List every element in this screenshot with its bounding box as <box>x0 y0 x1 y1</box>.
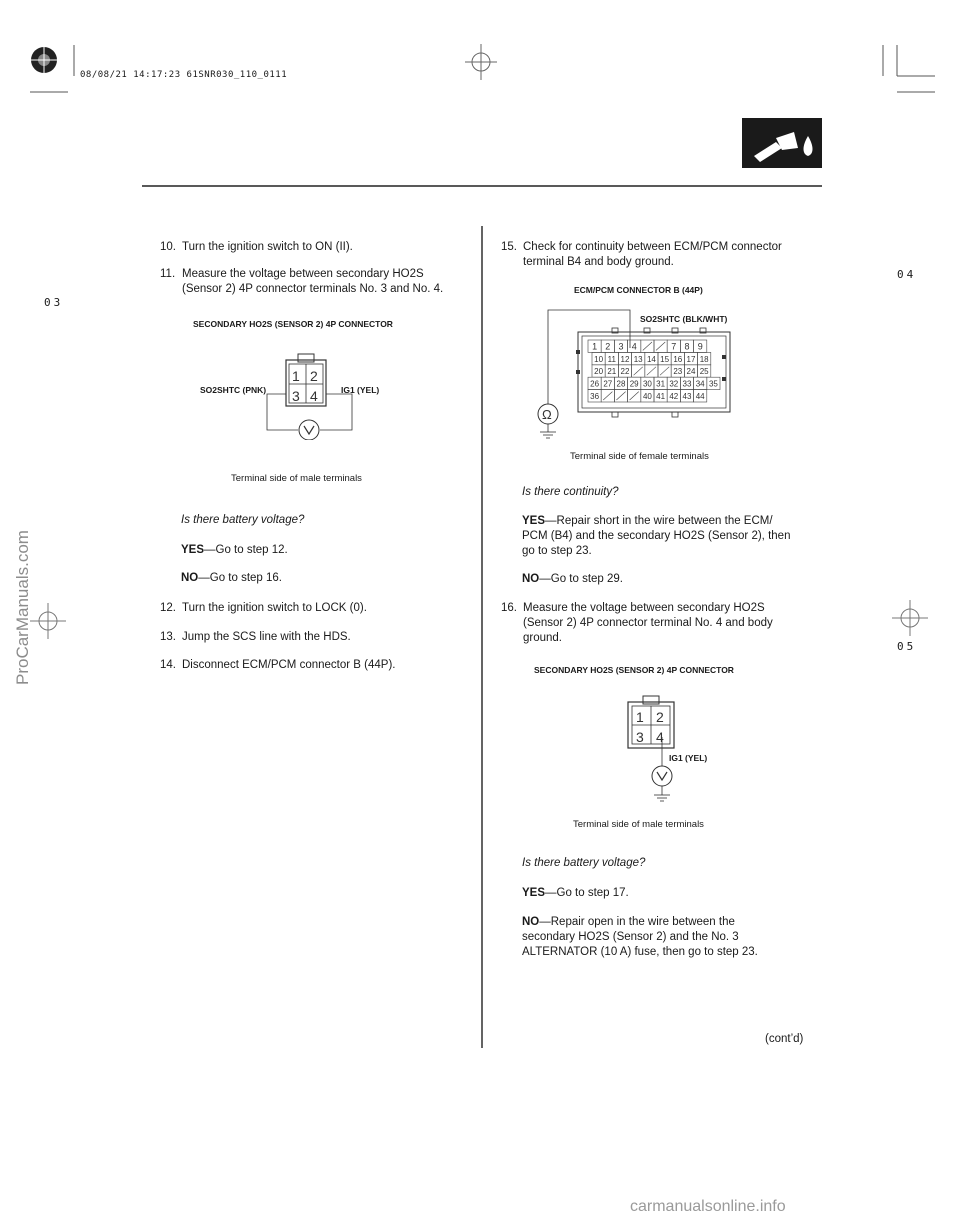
ecm-pin-21: 21 <box>607 367 617 377</box>
ecm-pin-empty <box>616 392 625 400</box>
ecm-pin-10: 10 <box>594 354 604 364</box>
ecm-pin-40: 40 <box>642 392 652 401</box>
ecm-pin-43: 43 <box>682 392 692 401</box>
ecm-pin-28: 28 <box>616 379 626 389</box>
answer-yes: YES—Go to step 12. <box>181 544 288 556</box>
question-continuity: Is there continuity? <box>522 486 619 498</box>
ecm-pin-empty <box>603 392 612 400</box>
ecm-wire-label: SO2SHTC (BLK/WHT) <box>640 314 728 324</box>
ecm-pin-20: 20 <box>594 367 604 377</box>
answer-no: NO—Go to step 16. <box>181 572 282 584</box>
ecm-pin-16: 16 <box>673 354 683 364</box>
side-watermark: ProCarManuals.com <box>13 530 32 685</box>
ecm-pin-empty <box>647 367 656 375</box>
ecm-pin-empty <box>630 392 639 400</box>
ecm-pin-8: 8 <box>684 341 690 352</box>
ecm-pin-31: 31 <box>656 379 666 389</box>
wire-label-ig1: IG1 (YEL) <box>341 385 380 395</box>
pin-2: 2 <box>656 709 664 725</box>
pin-3: 3 <box>292 388 300 404</box>
pin-4: 4 <box>656 729 664 745</box>
ground-icon <box>654 786 670 801</box>
ecm-pin-18: 18 <box>699 354 709 364</box>
continued-note: (cont’d) <box>765 1033 804 1045</box>
ecm-pin-empty <box>656 342 665 350</box>
pin-1: 1 <box>292 368 300 384</box>
ecm-pin-empty <box>634 367 643 375</box>
page-mark-left: 03 <box>44 296 64 309</box>
figure-title: SECONDARY HO2S (SENSOR 2) 4P CONNECTOR <box>193 319 393 329</box>
ecm-pin-32: 32 <box>669 379 679 389</box>
ecm-pin-2: 2 <box>605 341 611 352</box>
ecm-pin-12: 12 <box>620 354 630 364</box>
ecm-pin-3: 3 <box>618 341 624 352</box>
ecm-pin-36: 36 <box>590 392 600 401</box>
pin-1: 1 <box>636 709 644 725</box>
ecm-pin-grid <box>588 340 720 402</box>
page-mark-right-top: 04 <box>897 268 917 281</box>
ecm-pin-14: 14 <box>646 354 656 364</box>
fuel-system-icon <box>742 118 822 168</box>
figure2-title: SECONDARY HO2S (SENSOR 2) 4P CONNECTOR <box>534 665 734 675</box>
answer-yes-2: YES—Go to step 17. <box>522 887 629 899</box>
pin-4: 4 <box>310 388 318 404</box>
bottom-watermark: carmanualsonline.info <box>630 1198 786 1215</box>
ecm-connector-44p-diagram <box>530 300 750 445</box>
figure-caption: Terminal side of male terminals <box>231 473 362 484</box>
ecm-pin-26: 26 <box>590 379 600 389</box>
ecm-pin-empty <box>643 342 652 350</box>
pin-2: 2 <box>310 368 318 384</box>
ecm-pin-empty <box>660 367 669 375</box>
ecm-pin-34: 34 <box>695 379 705 389</box>
ecm-pin-29: 29 <box>629 379 639 389</box>
ecm-pin-41: 41 <box>656 392 666 401</box>
question-battery-voltage-2: Is there battery voltage? <box>522 857 646 869</box>
figure2-wire-label: IG1 (YEL) <box>669 753 708 763</box>
ecm-pin-15: 15 <box>660 354 670 364</box>
ecm-figure-caption: Terminal side of female terminals <box>570 451 709 462</box>
registration-target-icon <box>26 42 62 78</box>
page-mark-right-bottom: 05 <box>897 640 917 653</box>
ecm-pin-27: 27 <box>603 379 613 389</box>
ecm-pin-4: 4 <box>631 341 637 352</box>
print-stamp: 08/08/21 14:17:23 61SNR030_110_0111 <box>80 70 288 80</box>
ground-icon <box>540 424 556 438</box>
ecm-pin-25: 25 <box>699 367 709 377</box>
voltmeter-icon <box>652 766 672 786</box>
ecm-pin-23: 23 <box>673 367 683 377</box>
connector-4p-diagram-2 <box>620 692 690 812</box>
answer-yes-continuity: YES—Repair short in the wire between the ECM/ PCM (B4) and the secondary HO2S (Sensor 2), then go to step 23. <box>522 515 791 557</box>
answer-no-continuity: NO—Go to step 29. <box>522 573 623 585</box>
ecm-pin-30: 30 <box>642 379 652 389</box>
ecm-pin-17: 17 <box>686 354 696 364</box>
ecm-pin-1: 1 <box>592 341 598 352</box>
ecm-pin-33: 33 <box>682 379 692 389</box>
ecm-pin-13: 13 <box>633 354 643 364</box>
ecm-pin-44: 44 <box>695 392 705 401</box>
svg-text:Ω: Ω <box>542 407 552 422</box>
ohmmeter-icon <box>538 404 558 424</box>
ecm-pin-42: 42 <box>669 392 679 401</box>
answer-no-2: NO—Repair open in the wire between the secondary HO2S (Sensor 2) and the No. 3 ALTERNATOR (10 A) fuse, then go to step 23. <box>522 916 758 958</box>
connector-4p-diagram <box>260 350 360 440</box>
wire-label-so2shtc: SO2SHTC (PNK) <box>200 385 267 395</box>
ecm-pin-22: 22 <box>620 367 630 377</box>
question-battery-voltage: Is there battery voltage? <box>181 514 305 526</box>
voltmeter-icon <box>299 420 319 440</box>
ecm-pin-35: 35 <box>708 379 718 389</box>
ecm-pin-11: 11 <box>607 354 616 364</box>
ecm-pin-7: 7 <box>671 341 677 352</box>
ecm-figure-title: ECM/PCM CONNECTOR B (44P) <box>574 285 703 295</box>
figure2-caption: Terminal side of male terminals <box>573 819 704 830</box>
ecm-pin-9: 9 <box>697 341 703 352</box>
pin-3: 3 <box>636 729 644 745</box>
ecm-pin-24: 24 <box>686 367 696 377</box>
